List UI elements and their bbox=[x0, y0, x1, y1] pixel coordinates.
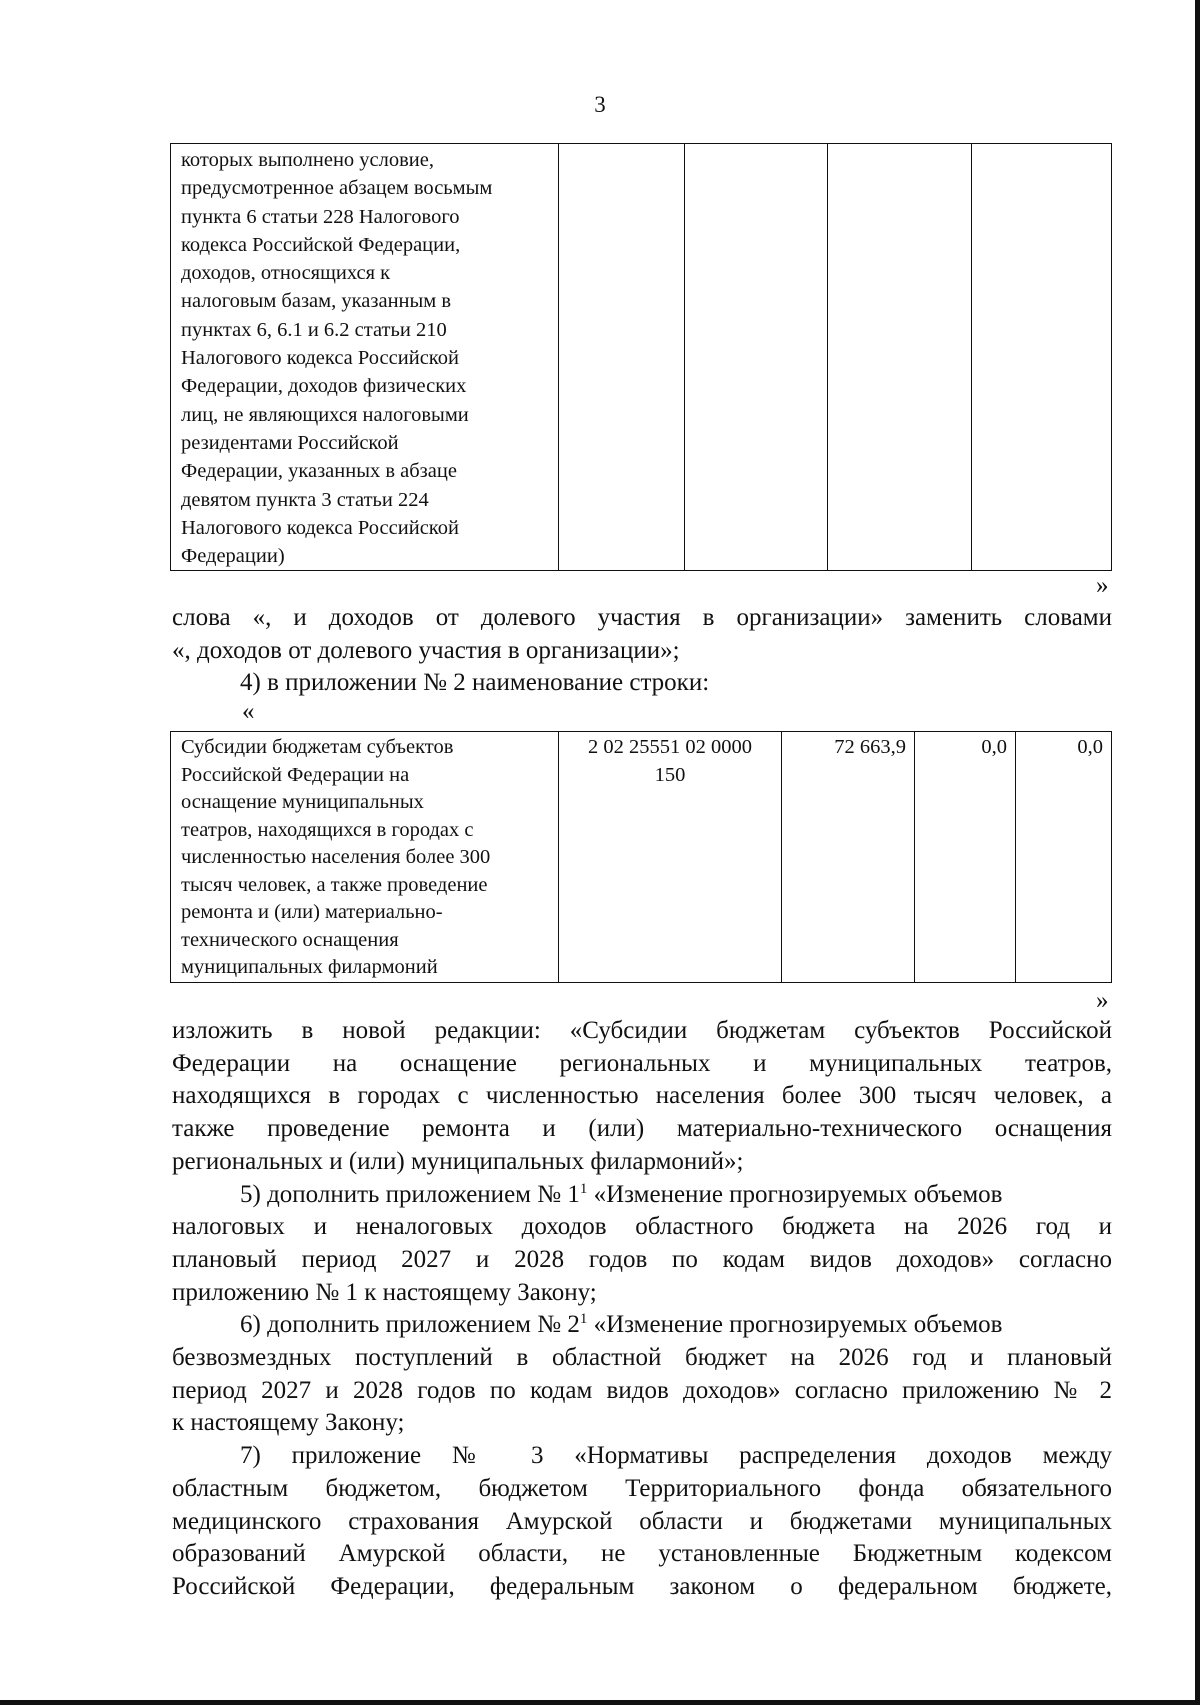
code-line: 2 02 25551 02 0000 bbox=[588, 736, 752, 758]
text-line: тысяч человек, а также проведение bbox=[181, 873, 488, 896]
text-line: образований Амурской области, не установленные Бюджетным кодексом bbox=[172, 1540, 1112, 1568]
text-line: технического оснащения bbox=[181, 928, 399, 951]
table-cell-value bbox=[782, 732, 915, 983]
table-cell-name bbox=[171, 144, 559, 571]
text-line: медицинского страхования Амурской области и бюджетами муниципальных bbox=[172, 1507, 1112, 1535]
text-line: также проведение ремонта и (или) материально-технического оснащения bbox=[172, 1115, 1112, 1143]
text-line: налоговым базам, указанным в bbox=[181, 290, 452, 313]
page-edge-bottom bbox=[0, 1700, 1200, 1705]
table-cell-empty bbox=[972, 144, 1112, 571]
text-line: Налогового кодекса Российской bbox=[181, 516, 459, 539]
table-cell-empty bbox=[559, 144, 685, 571]
opening-quote: « bbox=[242, 698, 255, 725]
text-line: доходов, относящихся к bbox=[181, 262, 391, 285]
text-line: Российской Федерации на bbox=[181, 763, 410, 786]
item-5-first-line bbox=[172, 1179, 1112, 1212]
superscript: 1 bbox=[579, 1180, 588, 1197]
text-line: находящихся в городах с численностью населения более 300 тысяч человек, а bbox=[172, 1082, 1112, 1110]
text-span: «Изменение прогнозируемых объемов bbox=[587, 1180, 1003, 1208]
table-row bbox=[171, 144, 1112, 571]
item-4-text: 4) в приложении № 2 наименование строки: bbox=[240, 669, 710, 697]
table-cell-empty bbox=[685, 144, 828, 571]
text-span: 6) дополнить приложением № 2 bbox=[240, 1311, 580, 1339]
text-line: оснащение муниципальных bbox=[181, 791, 424, 813]
text-line: плановый период 2027 и 2028 годов по кодам видов доходов» согласно bbox=[172, 1245, 1112, 1273]
closing-quote: » bbox=[1096, 987, 1109, 1014]
text-line: слова «, и доходов от долевого участия в организации» заменить словами bbox=[172, 604, 1112, 631]
text-line: лиц, не являющихся налоговыми bbox=[181, 403, 469, 426]
table-cell-code bbox=[559, 732, 782, 983]
text-line: пункта 6 статьи 228 Налогового bbox=[181, 205, 460, 228]
table-cell-value bbox=[1016, 732, 1112, 983]
subsidy-table bbox=[170, 731, 1112, 983]
text-line: ремонта и (или) материально- bbox=[181, 901, 443, 923]
paragraph-replacement bbox=[172, 602, 1112, 700]
text-line: девятом пункта 3 статьи 224 bbox=[181, 488, 429, 511]
text-line: к настоящему Закону; bbox=[172, 1409, 405, 1437]
value-2028: 0,0 bbox=[1077, 736, 1103, 758]
closing-quote: » bbox=[1096, 572, 1109, 599]
superscript: 1 bbox=[579, 1311, 588, 1328]
text-line: Субсидии бюджетам субъектов bbox=[181, 736, 454, 758]
text-line: муниципальных филармоний bbox=[181, 956, 438, 978]
text-span: «Изменение прогнозируемых объемов bbox=[587, 1311, 1003, 1339]
text-span: 5) дополнить приложением № 1 bbox=[240, 1180, 580, 1208]
text-line: кодекса Российской Федерации, bbox=[181, 233, 461, 256]
text-line: областным бюджетом, бюджетом Территориального фонда обязательного bbox=[172, 1474, 1112, 1502]
text-line: пунктах 6, 6.1 и 6.2 статьи 210 bbox=[181, 318, 447, 341]
table-cell-value bbox=[915, 732, 1016, 983]
text-line: Федерации) bbox=[181, 545, 285, 568]
text-line: «, доходов от долевого участия в организации»; bbox=[172, 636, 680, 664]
page-number: 3 bbox=[594, 92, 606, 117]
value-2027: 0,0 bbox=[981, 736, 1007, 758]
text-line: налоговых и неналоговых доходов областного бюджета на 2026 год и bbox=[172, 1213, 1112, 1241]
page-edge-right bbox=[1195, 0, 1200, 1705]
paragraph-new-edition bbox=[172, 1015, 1112, 1604]
text-line: 7) приложение № 3 «Нормативы распределения доходов между bbox=[240, 1442, 1112, 1470]
text-line: безвозмездных поступлений в областной бюджет на 2026 год и плановый bbox=[172, 1344, 1112, 1372]
text-line: изложить в новой редакции: «Субсидии бюджетам субъектов Российской bbox=[172, 1017, 1112, 1044]
table-row bbox=[171, 732, 1112, 983]
code-line: 150 bbox=[654, 764, 686, 786]
continuation-table bbox=[170, 143, 1112, 571]
text-line: Налогового кодекса Российской bbox=[181, 347, 459, 370]
text-line: Федерации, указанных в абзаце bbox=[181, 460, 457, 483]
text-line: театров, находящихся в городах с bbox=[181, 818, 474, 841]
table-cell-name bbox=[171, 732, 559, 983]
text-line: которых выполнено условие, bbox=[181, 149, 434, 171]
text-line: численностью населения более 300 bbox=[181, 846, 491, 868]
text-line: резидентами Российской bbox=[181, 431, 399, 454]
value-2026: 72 663,9 bbox=[834, 736, 906, 758]
text-line: Федерации на оснащение региональных и муниципальных театров, bbox=[172, 1049, 1112, 1077]
text-line: приложению № 1 к настоящему Закону; bbox=[172, 1278, 597, 1306]
table-cell-empty bbox=[828, 144, 972, 571]
item-6-first-line bbox=[172, 1309, 1112, 1342]
text-line: предусмотренное абзацем восьмым bbox=[181, 177, 493, 200]
text-line: Федерации, доходов физических bbox=[181, 375, 467, 398]
text-line: период 2027 и 2028 годов по кодам видов доходов» согласно приложению № 2 bbox=[172, 1376, 1112, 1404]
text-line: Российской Федерации, федеральным законом о федеральном бюджете, bbox=[172, 1572, 1112, 1600]
text-line: региональных и (или) муниципальных филармоний»; bbox=[172, 1147, 744, 1175]
